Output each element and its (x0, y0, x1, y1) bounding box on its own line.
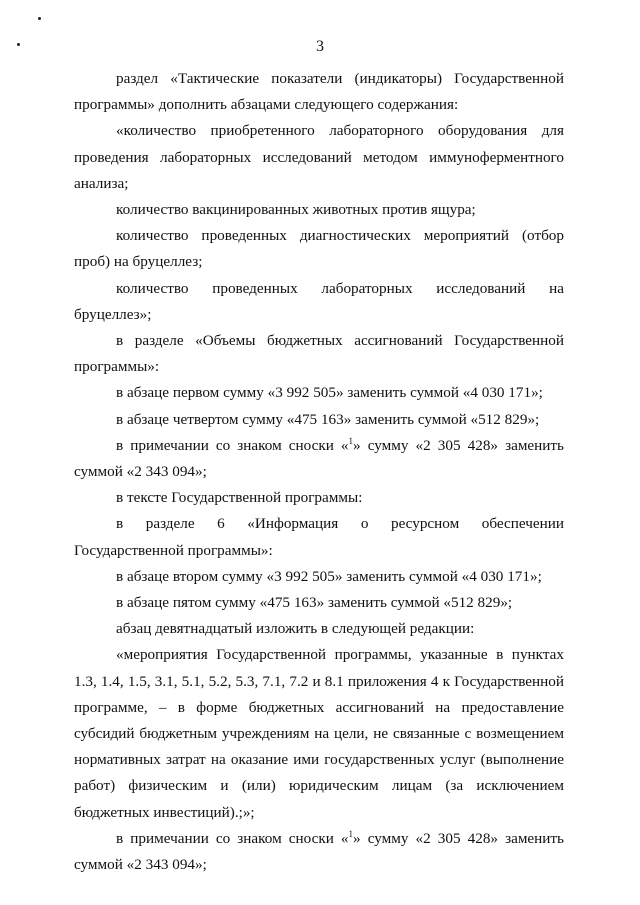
paragraph: в разделе «Объемы бюджетных ассигнований Государственной программы»: (74, 332, 564, 376)
paragraph-text: в примечании со знаком сноски « (116, 829, 349, 847)
paragraph: количество проведенных лабораторных исследований на бруцеллез»; (74, 279, 564, 323)
paragraph: в абзаце втором сумму «3 992 505» заменить суммой «4 030 171»; (116, 567, 542, 585)
page-number: 3 (316, 38, 324, 55)
paragraph-text: в примечании со знаком сноски « (116, 436, 349, 454)
footnote-mark: 1 (348, 435, 354, 446)
paragraph-text: » сумму «2 305 428» заменить суммой «2 343 094»; (74, 436, 564, 481)
paragraph: «количество приобретенного лабораторного оборудования для проведения лабораторных исследований методом иммуноферментного анализа; (74, 122, 564, 192)
paragraph: «мероприятия Государственной программы, указанные в пунктах 1.3, 1.4, 1.5, 3.1, 5.1, 5.2, 5.3, 7.1, 7.2 и 8.1 приложения 4 к Государственной программе, – в форме бюджетных ассигнований на предоставление субсидий бюджетным учреждениям на цели, не связанные с возмещением нормативных затрат на оказание ими государственных услуг (выполнение работ) физическим и (или) юридическим лицам (за исключением бюджетных инвестиций).;»; (74, 646, 564, 821)
paragraph: в абзаце пятом сумму «475 163» заменить суммой «512 829»; (116, 594, 513, 612)
paragraph-text: » сумму «2 305 428» заменить суммой «2 343 094»; (74, 829, 564, 874)
paragraph: в разделе 6 «Информация о ресурсном обеспечении Государственной программы»: (74, 515, 564, 559)
paragraph: в тексте Государственной программы: (116, 489, 363, 507)
paragraph: количество проведенных диагностических мероприятий (отбор проб) на бруцеллез; (74, 227, 564, 271)
paragraph-with-footnote (74, 826, 564, 878)
document-body (74, 66, 564, 878)
paragraph: в абзаце четвертом сумму «475 163» заменить суммой «512 829»; (116, 410, 540, 428)
paragraph: количество вакцинированных животных против ящура; (116, 201, 476, 219)
paragraph: в абзаце первом сумму «3 992 505» заменить суммой «4 030 171»; (116, 384, 543, 402)
paragraph: абзац девятнадцатый изложить в следующей редакции: (116, 620, 475, 638)
paragraph-with-footnote (74, 433, 564, 485)
footnote-mark: 1 (348, 828, 354, 839)
paragraph: раздел «Тактические показатели (индикаторы) Государственной программы» дополнить абзацами следующего содержания: (74, 70, 564, 114)
scan-dot (38, 17, 41, 20)
